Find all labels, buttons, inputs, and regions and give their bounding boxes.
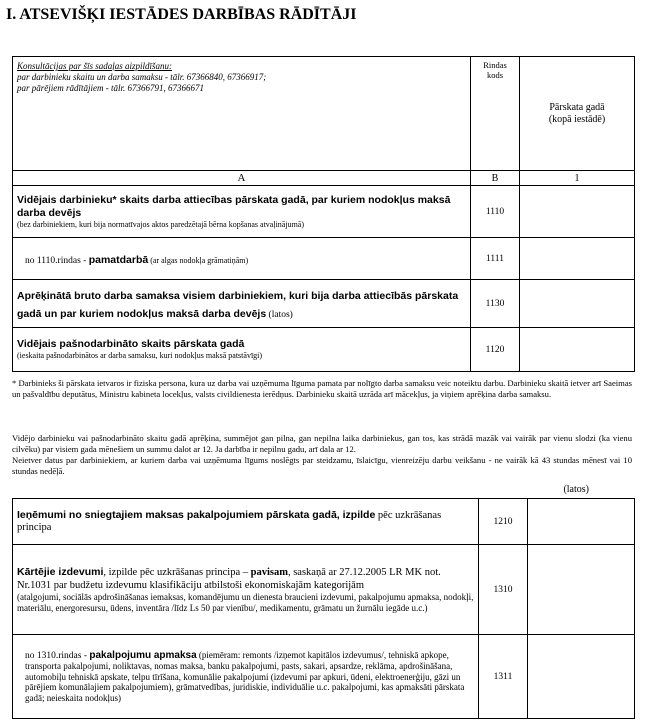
row-1120-value[interactable]: [520, 328, 635, 372]
row-1110-sub: (bez darbiniekiem, kuri bija normatīvajos aktos paredzētajā bērna kopšanas atvaļinājumā): [17, 219, 304, 229]
row-1311-label: [13, 635, 479, 719]
row-1311-value[interactable]: [528, 635, 635, 719]
row-1120-code: 1120: [471, 328, 520, 372]
method-note-1: Vidējo darbinieku vai pašnodarbināto skaitu gadā aprēķina, summējot gan pilna, gan nepilna laika darbiniekus, gan tos, kas strādā mazāk vai vairāk par vienu slodzi (ka vienu cilvēku) par visiem gada mēnešiem un summu dalot ar 12. Ja darbība ir nepilnu gadu, arī dala ar 12.: [12, 433, 632, 454]
row-1120-sub: (ieskaita pašnodarbinātos ar darba samaksu, kuri nodokļus maksā patstāvīgi): [17, 351, 263, 360]
footnote: * Darbinieks ši pārskata ietvaros ir fiziska persona, kura uz darba vai uzņēmuma līguma pamata par nolīgto darba samaksu veic noteiktu darbu. Darbinieku skaitā ietver arī Saeimas un pašvaldību deputātus, Ministru kabineta locekļus, valsts civildienesta ierēdņus. Darbinieku skaitā uzrāda arī mācekļus, ja viņiem aprēķina darba samaksu.: [12, 378, 632, 399]
row-1210-rest: pēc uzkrāšanas principa: [17, 509, 442, 533]
row-1310-label: [13, 545, 479, 635]
code-header: [471, 57, 520, 171]
row-1310-code: 1310: [479, 545, 528, 635]
row-1111-label: [13, 238, 471, 280]
row-1110-value[interactable]: [520, 186, 635, 238]
row-1210-bold: Ieņēmumi no sniegtajiem maksas pakalpojumiem pārskata gadā, izpilde: [17, 508, 376, 521]
finance-table: [12, 498, 635, 719]
row-1311-sub: (piemēram: remonts /izņemot kapitālos izdevumus/, tehniskā apkope, transporta pakalpojumi, noliktavas, nomas maksa, banku pakalpojumi, pasts, sakari, apsardze, reklāma, apdrošināšana, automobiļu tehniskā apskate, telpu tīrīšana, komunālie pakalpojumi (izdevumi par apkuri, ūdeni, elektroenerģiju, gāzi un pārējiem komunālajiem pakalpojumiem), grāmatvedības, juridiskie, individuālie u.c. pakalpojumi, kas apmaksāti pārskata gadā; neieskaita nodokļus): [25, 649, 465, 703]
contacts-line2: par pārējiem rādītājiem - tālr. 67366791, 67366671: [17, 83, 204, 93]
row-1110-label: [13, 186, 471, 238]
row-1311-prefix: no 1310.rindas -: [25, 650, 90, 661]
row-1311-bold: pakalpojumu apmaksa: [89, 649, 197, 661]
row-1310-value[interactable]: [528, 545, 635, 635]
indicators-table: [12, 56, 635, 372]
row-1310-rest: , izpilde pēc uzkrāšanas principa –: [103, 567, 251, 578]
row-1111-sub: (ar algas nodokļa grāmatiņām): [148, 255, 249, 265]
code-header-line2: kods: [486, 70, 504, 80]
column-letter-1: 1: [520, 171, 635, 186]
row-1130-sub: (latos): [266, 309, 293, 320]
code-header-line1: Rindas: [483, 60, 507, 70]
method-note-2: Neietver datus par darbiniekiem, ar kuriem darba vai uzņēmuma līgums noslēgts par steidzamu, īslaicīgu, vienreizēju darbu veikšanu - ne vairāk kā 43 stundas mēnesī vai 10 stundas nedēļā.: [12, 455, 632, 476]
row-1310-bold: Kārtējie izdevumi: [17, 566, 104, 578]
column-letter-a: A: [13, 171, 471, 186]
row-1110-title: Vidējais darbinieku* skaits darba attiecības pārskata gadā, par kuriem nodokļus maksā darba devējs: [17, 193, 451, 219]
unit-label: (latos): [563, 484, 589, 495]
row-1310-bold2: pavisam: [250, 567, 288, 578]
period-header-line1: Pārskata gadā: [549, 101, 605, 113]
row-1110-code: 1110: [471, 186, 520, 238]
row-1310-rest2: , saskaņā ar 27.12.2005 LR MK not. Nr.1031 par budžetu izdevumu klasifikāciju atbilstoši ekonomiskajām kategorijām: [17, 567, 441, 591]
row-1210-code: 1210: [479, 499, 528, 545]
row-1130-value[interactable]: [520, 280, 635, 328]
row-1111-title: pamatdarbā: [88, 253, 149, 266]
contacts-cell: [13, 57, 471, 171]
row-1210-label: [13, 499, 479, 545]
column-letter-b: B: [471, 171, 520, 186]
method-notes: [12, 433, 632, 477]
row-1210-value[interactable]: [528, 499, 635, 545]
row-1311-code: 1311: [479, 635, 528, 719]
row-1111-code: 1111: [471, 238, 520, 280]
contacts-heading: Konsultācijas par šīs sadaļas aizpildīšanu:: [17, 61, 173, 71]
period-header: [520, 57, 635, 171]
row-1130-label: [13, 280, 471, 328]
row-1120-label: [13, 328, 471, 372]
row-1111-value[interactable]: [520, 238, 635, 280]
row-1310-sub: (atalgojumi, sociālās apdrošināšanas iemaksas, komandējumu un dienesta braucieni izdevumi, pakalpojumu apmaksa, nodokļi, materiālu, energoresursu, ūdens, inventāra /līdz Ls 50 par vienību/, medikamentu, grāmatu un žurnālu iegāde u.c.): [17, 592, 474, 613]
row-1120-title: Vidējais pašnodarbināto skaits pārskata gadā: [17, 338, 245, 350]
row-1111-prefix: no 1110.rindas -: [25, 255, 89, 266]
row-1130-title: Aprēķinātā bruto darba samaksa visiem darbiniekiem, kuri bija darba attiecībās pārskata gadā un par kuriem nodokļus maksā darba devējs: [17, 289, 459, 320]
contacts-line1: par darbinieku skaitu un darba samaksu - tālr. 67366840, 67366917;: [17, 72, 267, 82]
row-1130-code: 1130: [471, 280, 520, 328]
period-header-line2: (kopā iestādē): [548, 113, 606, 125]
section-title: I. ATSEVIŠĶI IESTĀDES DARBĪBAS RĀDĪTĀJI: [6, 6, 357, 23]
